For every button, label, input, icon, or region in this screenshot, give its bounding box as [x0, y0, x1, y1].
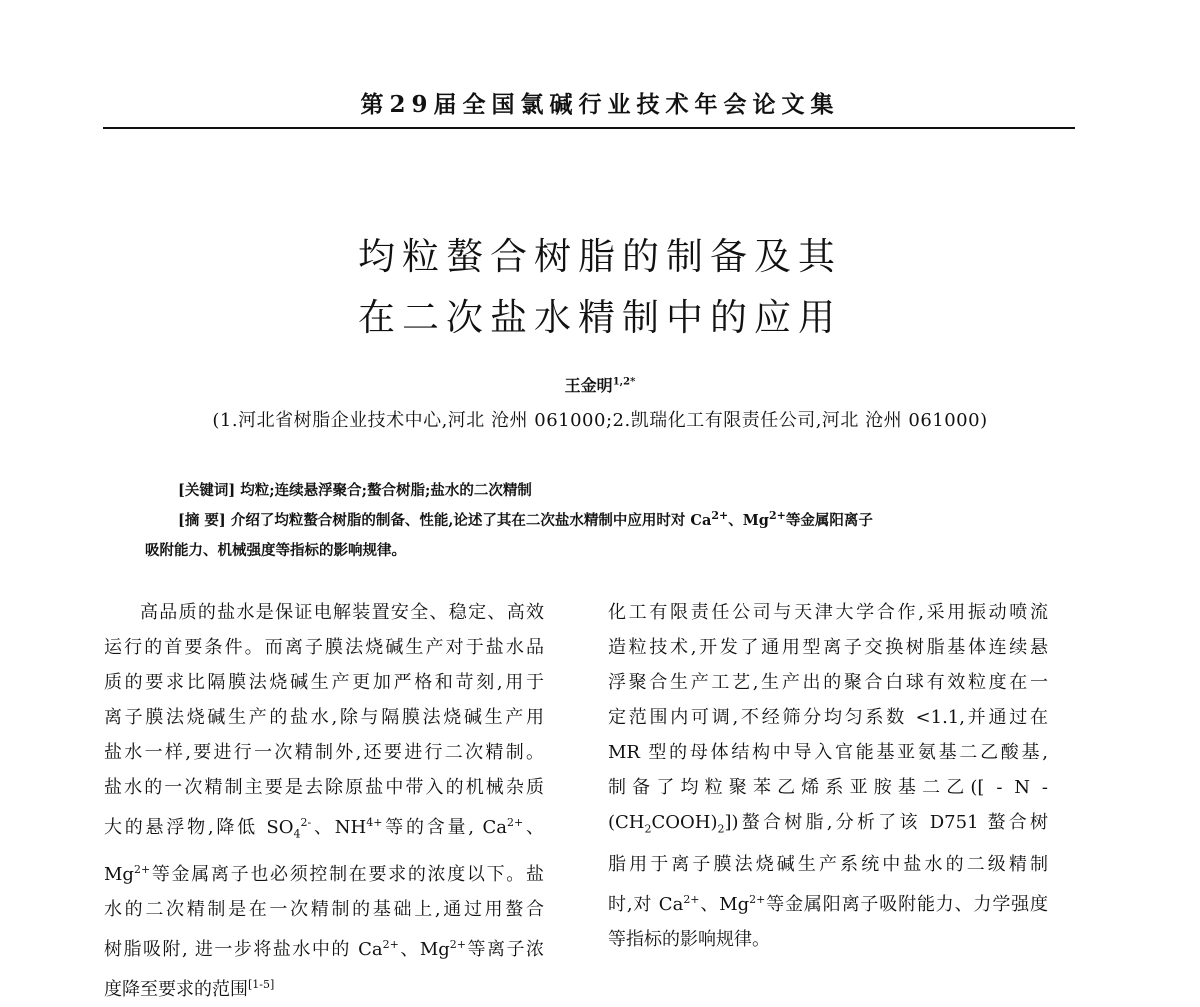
text: 大的悬浮物,降低 SO — [104, 817, 294, 838]
text: 时,对 Ca — [608, 893, 684, 915]
subscript: 2 — [644, 822, 652, 836]
text: 等离子浓 — [466, 938, 545, 960]
abstract-line-1 — [178, 509, 873, 530]
body-line: 造粒技术,开发了通用型离子交换树脂基体连续悬 — [608, 637, 1048, 658]
body-column-right — [608, 595, 1048, 957]
body-line — [104, 805, 544, 852]
body-line: 脂用于离子膜法烧碱生产系统中盐水的二级精制 — [608, 853, 1048, 875]
superscript: 2+ — [382, 937, 399, 951]
abstract-line-2: 吸附能力、机械强度等指标的影响规律。 — [145, 542, 406, 559]
superscript: 2+ — [449, 937, 467, 951]
body-line — [608, 882, 1048, 922]
body-column-left — [104, 595, 544, 1007]
text: 、NH — [311, 817, 367, 838]
header-rule — [103, 127, 1075, 129]
title-line-2: 在二次盐水精制中的应用 — [358, 296, 842, 339]
body-line — [104, 927, 544, 967]
abstract-text: 等金属阳离子 — [785, 512, 873, 529]
text: 、Mg — [699, 893, 750, 915]
superscript: 2+ — [711, 509, 729, 523]
text: (CH — [608, 812, 645, 833]
text: 、 — [523, 817, 545, 838]
body-line: 水的二次精制是在一次精制的基础上,通过用螯合 — [104, 898, 544, 920]
abstract-text: 、Mg — [728, 512, 769, 529]
citation-ref: [1-5] — [248, 977, 275, 991]
text: ])螯合树脂,分析了该 D751 螯合树 — [724, 812, 1048, 833]
text: Mg — [104, 863, 134, 885]
body-line: 化工有限责任公司与天津大学合作,采用振动喷流 — [608, 602, 1048, 623]
author-footnote-mark: 1,2* — [612, 376, 636, 388]
superscript: 2+ — [133, 862, 151, 876]
affiliation: (1.河北省树脂企业技术中心,河北 沧州 061000;2.凯瑞化工有限责任公司,河北 沧州 061000) — [212, 410, 988, 431]
text: 、Mg — [398, 938, 450, 960]
body-line — [608, 805, 1048, 847]
body-line: 等指标的影响规律。 — [608, 928, 770, 950]
superscript: 2+ — [683, 892, 700, 906]
text: 等金属阳离子吸附能力、力学强度 — [765, 893, 1049, 915]
superscript: 2+ — [768, 509, 786, 523]
body-line: 运行的首要条件。而离子膜法烧碱生产对于盐水品 — [104, 637, 544, 658]
text: 等金属离子也必须控制在要求的浓度以下。盐 — [150, 863, 544, 885]
body-line: 高品质的盐水是保证电解装置安全、稳定、高效 — [140, 602, 544, 623]
body-line: 离子膜法烧碱生产的盐水,除与隔膜法烧碱生产用 — [104, 707, 544, 728]
body-line: 质的要求比隔膜法烧碱生产更加严格和苛刻,用于 — [104, 672, 544, 693]
text: 等的含量, Ca — [382, 817, 508, 838]
text: 树脂吸附, 进一步将盐水中的 Ca — [104, 938, 383, 960]
body-line: 定范围内可调,不经筛分均匀系数 <1.1,并通过在 — [608, 707, 1048, 728]
running-header: 第29届全国氯碱行业技术年会论文集 — [360, 91, 840, 118]
author — [0, 373, 1200, 396]
body-line: 盐水一样,要进行一次精制外,还要进行二次精制。 — [104, 742, 544, 763]
body-line: MR 型的母体结构中导入官能基亚氨基二乙酸基, — [608, 742, 1048, 763]
keywords-label: [关键词] — [178, 482, 236, 499]
body-line: 盐水的一次精制主要是去除原盐中带入的机械杂质 — [104, 777, 544, 798]
superscript: 2+ — [507, 816, 524, 829]
abstract-label: [摘 要] — [178, 512, 226, 529]
body-line — [104, 967, 544, 1007]
text: 度降至要求的范围 — [104, 978, 248, 1000]
superscript: 2+ — [749, 892, 766, 906]
keywords-text: 均粒;连续悬浮聚合;螯合树脂;盐水的二次精制 — [240, 482, 532, 499]
author-name: 王金明 — [564, 376, 613, 395]
abstract-text: 介绍了均粒螯合树脂的制备、性能,论述了其在二次盐水精制中应用时对 Ca — [230, 512, 712, 529]
superscript: 4+ — [366, 816, 383, 829]
subscript: 2 — [717, 822, 725, 836]
body-line: 制备了均粒聚苯乙烯系亚胺基二乙([ - N - — [608, 777, 1048, 798]
body-line — [104, 852, 544, 892]
subscript: 4 — [293, 827, 301, 841]
superscript: 2- — [300, 816, 312, 829]
text: COOH) — [651, 812, 718, 833]
title-line-1: 均粒螯合树脂的制备及其 — [358, 235, 842, 278]
keywords — [178, 479, 532, 500]
body-line: 浮聚合生产工艺,生产出的聚合白球有效粒度在一 — [608, 672, 1048, 693]
